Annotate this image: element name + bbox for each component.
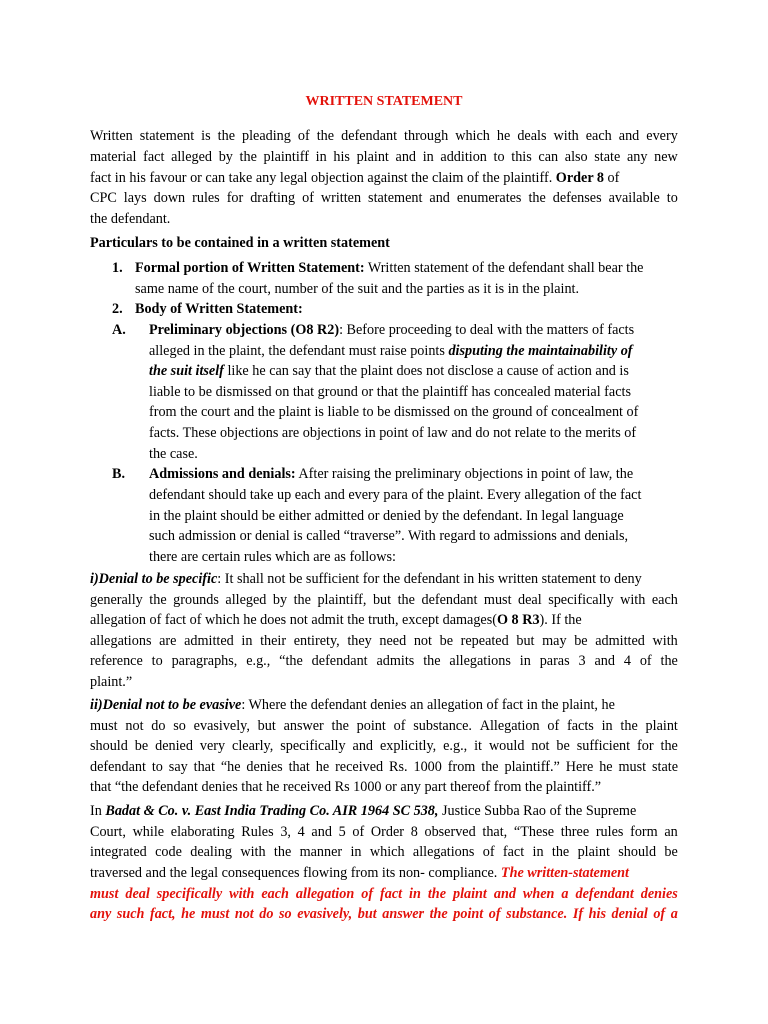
list-letter: B. — [112, 466, 126, 482]
item-a-line-6: facts. These objections are objections in point of law and do not relate to the merits of — [149, 425, 637, 441]
rule-2-line-5: that “the defendant denies that he received Rs 1000 or any part thereof from the plaintiff.” — [90, 779, 602, 795]
list-letter: A. — [112, 322, 126, 338]
item-1-text: Written statement of the defendant shall bear the — [367, 260, 644, 276]
case-citation: Badat & Co. v. East India Trading Co. AIR 1964 SC 538, — [105, 803, 439, 819]
intro-text: fact in his favour or can take any legal objection against the claim of the plaintiff. — [90, 170, 553, 186]
item-1-line-2: same name of the court, number of the suit and the parties as it is in the plaint. — [135, 281, 580, 297]
item-a-line-2 — [149, 342, 633, 360]
case-quote-red: The written-statement — [500, 865, 629, 881]
rule-2-heading: ii)Denial not to be evasive — [90, 697, 242, 713]
item-b-line-2: defendant should take up each and every para of the plaint. Every allegation of the fact — [149, 487, 642, 503]
case-line-4 — [90, 864, 629, 882]
case-line-3: integrated code dealing with the manner in which allegations of fact in the plaint should be — [90, 844, 678, 860]
item-a-text: alleged in the plaint, the defendant must raise points — [149, 343, 445, 359]
rule-1-line-1 — [90, 570, 642, 588]
order-8-ref: Order 8 — [555, 170, 604, 186]
case-text: traversed and the legal consequences flowing from its non- compliance. — [90, 865, 498, 881]
item-1-line-1 — [135, 259, 643, 277]
order-ref: O 8 R3 — [496, 612, 540, 628]
item-b-heading: Admissions and denials: — [149, 466, 296, 482]
rule-1-line-5: reference to paragraphs, e.g., “the defendant admits the allegations in paras 3 and 4 of the — [90, 653, 678, 669]
intro-text: of — [607, 170, 620, 186]
rule-1-text: allegation of fact of which he does not admit the truth, except damages( — [90, 612, 497, 628]
rule-2-text: : Where the defendant denies an allegation of fact in the plaint, he — [241, 697, 615, 713]
rule-1-line-6: plaint.” — [90, 674, 133, 690]
case-quote-line-5: must deal specifically with each allegation of fact in the plaint and when a defendant denies — [90, 886, 678, 902]
rule-1-text: ). If the — [539, 612, 582, 628]
case-text: In — [90, 803, 102, 819]
item-b-line-5: there are certain rules which are as follows: — [149, 549, 396, 565]
item-a-line-7: the case. — [149, 446, 198, 462]
item-b-line-1 — [149, 465, 633, 483]
rule-1-line-3 — [90, 611, 582, 629]
item-2-heading: Body of Written Statement: — [135, 301, 303, 317]
item-b-text: After raising the preliminary objections in point of law, the — [298, 466, 634, 482]
case-line-1 — [90, 802, 636, 820]
item-a-text: : Before proceeding to deal with the matters of facts — [339, 322, 635, 338]
particulars-heading: Particulars to be contained in a written statement — [90, 235, 390, 251]
item-a-line-1 — [149, 321, 634, 339]
intro-line-2: material fact alleged by the plaintiff in his plaint and in addition to this can also state any new — [90, 149, 678, 165]
page-title: WRITTEN STATEMENT — [305, 94, 463, 109]
item-1-heading: Formal portion of Written Statement: — [135, 260, 365, 276]
rule-2-line-4: defendant to say that “he denies that he received Rs. 1000 from the plaintiff.” Here he must state — [90, 759, 678, 775]
item-a-emphasis: the suit itself — [149, 363, 224, 379]
list-number: 2. — [112, 301, 123, 317]
item-a-text: like he can say that the plaint does not disclose a cause of action and is — [227, 363, 629, 379]
rule-2-line-3: should be denied very clearly, specifically and explicitly, e.g., it would not be sufficient for the — [90, 738, 678, 754]
rule-1-heading: i)Denial to be specific — [90, 571, 218, 587]
intro-line-3 — [90, 169, 619, 187]
rule-1-line-2: generally the grounds alleged by the plaintiff, but the defendant must deal specifically with each — [90, 592, 678, 608]
intro-line-1: Written statement is the pleading of the defendant through which he deals with each and every — [90, 128, 678, 144]
item-a-emphasis: disputing the maintainability of — [448, 343, 633, 359]
rule-1-text: : It shall not be sufficient for the defendant in his written statement to deny — [217, 571, 642, 587]
item-a-heading: Preliminary objections (O8 R2) — [149, 322, 340, 338]
list-number: 1. — [112, 260, 123, 276]
case-text: Justice Subba Rao of the Supreme — [442, 803, 637, 819]
rule-2-line-1 — [90, 696, 615, 714]
item-a-line-3 — [149, 362, 629, 380]
intro-line-4: CPC lays down rules for drafting of written statement and enumerates the defenses available to — [90, 190, 678, 206]
case-quote-line-6: any such fact, he must not do so evasively, but answer the point of substance. If his denial of a — [90, 906, 678, 922]
item-a-line-5: from the court and the plaint is liable to be dismissed on the ground of concealment of — [149, 404, 639, 420]
case-line-2: Court, while elaborating Rules 3, 4 and 5 of Order 8 observed that, “These three rules form an — [90, 824, 678, 840]
item-a-line-4: liable to be dismissed on that ground or that the plaintiff has concealed material facts — [149, 384, 631, 400]
rule-1-line-4: allegations are admitted in their entirety, they need not be repeated but may be admitted with — [90, 633, 678, 649]
rule-2-line-2: must not do so evasively, but answer the point of substance. Allegation of facts in the plaint — [90, 718, 678, 734]
item-b-line-4: such admission or denial is called “traverse”. With regard to admissions and denials, — [149, 528, 629, 544]
item-b-line-3: in the plaint should be either admitted or denied by the defendant. In legal language — [149, 508, 624, 524]
intro-line-5: the defendant. — [90, 211, 171, 227]
